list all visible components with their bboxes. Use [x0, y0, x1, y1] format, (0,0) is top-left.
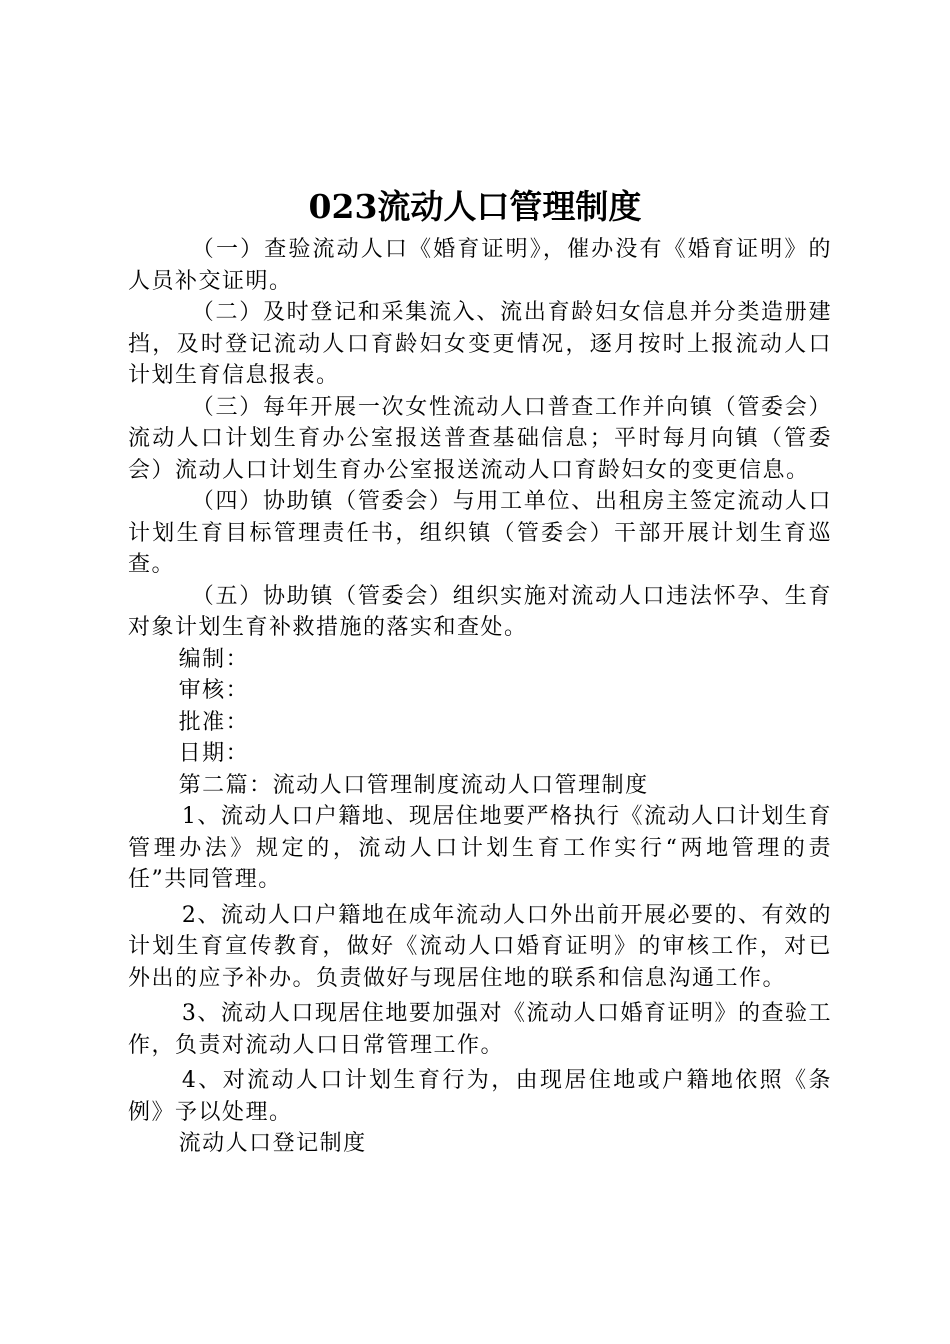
paragraph-item-1: 1、流动人口户籍地、现居住地要严格执行《流动人口计划生育管理办法》规定的，流动人口计划生育工作实行“两地管理的责任”共同管理。 [128, 804, 832, 892]
paragraph-item-2: 2、流动人口户籍地在成年流动人口外出前开展必要的、有效的计划生育宣传教育，做好《流动人口婚育证明》的审核工作，对已外出的应予补办。负责做好与现居住地的联系和信息沟通工作。 [128, 902, 832, 991]
paragraph-5: （五）协助镇（管委会）组织实施对流动人口违法怀孕、生育对象计划生育补救措施的落实和查处。 [128, 583, 832, 640]
label-reviewed-by: 审核： [178, 678, 250, 703]
paragraph-4: （四）协助镇（管委会）与用工单位、出租房主签定流动人口计划生育目标管理责任书，组织镇（管委会）干部开展计划生育巡查。 [128, 489, 832, 577]
paragraph-3: （三）每年开展一次女性流动人口普查工作并向镇（管委会）流动人口计划生育办公室报送普查基础信息；平时每月向镇（管委会）流动人口计划生育办公室报送流动人口育龄妇女的变更信息。 [128, 394, 832, 483]
paragraph-item-4: 4、对流动人口计划生育行为，由现居住地或户籍地依照《条例》予以处理。 [128, 1068, 832, 1125]
section-heading-part-two: 第二篇：流动人口管理制度流动人口管理制度 [178, 772, 649, 798]
label-approved-by: 批准： [178, 709, 250, 735]
document-title: 023流动人口管理制度 [308, 187, 642, 226]
document-body [128, 234, 832, 1160]
paragraph-item-3: 3、流动人口现居住地要加强对《流动人口婚育证明》的查验工作，负责对流动人口日常管理工作。 [128, 1001, 832, 1058]
label-compiled-by: 编制： [178, 646, 250, 672]
label-date: 日期： [178, 741, 250, 766]
paragraph-2: （二）及时登记和采集流入、流出育龄妇女信息并分类造册建挡，及时登记流动人口育龄妇女变更情况，逐月按时上报流动人口计划生育信息报表。 [128, 300, 832, 388]
paragraph-1: （一）查验流动人口《婚育证明》，催办没有《婚育证明》的人员补交证明。 [128, 237, 832, 294]
section-heading-registration: 流动人口登记制度 [178, 1131, 367, 1156]
